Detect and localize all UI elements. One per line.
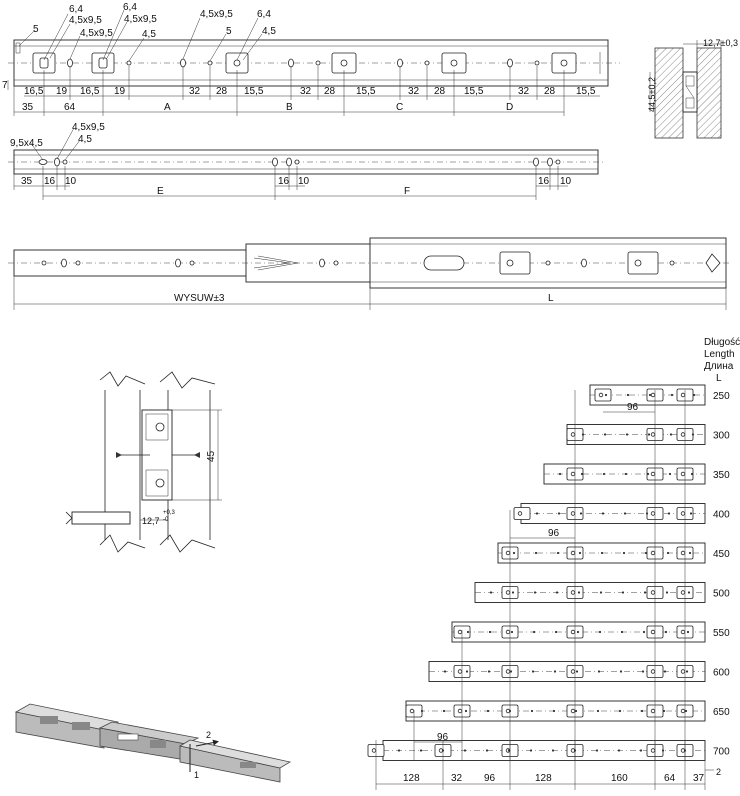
- rail-hole: [689, 552, 691, 554]
- rail-hole: [644, 591, 646, 593]
- rail-hole: [669, 473, 671, 475]
- mount-height-label: 45: [206, 450, 217, 462]
- rail-hole: [421, 710, 423, 712]
- bottom-dim-32: 32: [451, 773, 463, 784]
- rail-bracket-hole: [651, 591, 655, 595]
- rail-bracket-hole: [506, 670, 510, 674]
- rail-bracket-hole: [571, 670, 575, 674]
- rail-hole: [686, 670, 688, 672]
- dim-D: D: [506, 102, 514, 113]
- rail-hole: [668, 512, 670, 514]
- rail-hole: [663, 710, 665, 712]
- length-rails: [368, 385, 730, 761]
- rail-hole: [640, 749, 642, 751]
- bottom-dim-128-a: 128: [403, 773, 420, 784]
- cross-height-label: 44,5±0,2: [647, 77, 657, 112]
- rail-hole: [626, 433, 628, 435]
- rail-hole: [554, 670, 556, 672]
- rail-hole: [671, 394, 673, 396]
- rail-bracket-hole: [571, 591, 575, 595]
- rail-hole: [624, 512, 626, 514]
- rail-hole: [618, 749, 620, 751]
- rail-bracket-hole: [681, 512, 685, 516]
- rail-hole: [582, 433, 584, 435]
- dim-32-c: 32: [408, 86, 420, 97]
- rail-hole: [557, 552, 559, 554]
- rail-bracket-hole: [681, 630, 685, 634]
- rail-bracket-hole: [681, 670, 685, 674]
- label-d5-b: 5: [226, 26, 232, 37]
- dim-15-5-b: 15,5: [356, 86, 376, 97]
- dim-16-5-a: 16,5: [24, 86, 44, 97]
- rail-hole: [662, 749, 664, 751]
- rail-bracket-hole: [458, 630, 462, 634]
- bottom-dim-160: 160: [611, 773, 628, 784]
- rail-bracket-hole: [506, 551, 510, 555]
- rail-bracket-hole: [651, 433, 655, 437]
- rail-bracket-hole: [681, 709, 685, 713]
- rail-hole: [646, 512, 648, 514]
- dim-19-a: 19: [56, 86, 68, 97]
- dim-28-b: 28: [324, 86, 336, 97]
- wysuw-label: WYSUW±3: [174, 293, 225, 304]
- rail-hole: [512, 591, 514, 593]
- dim-15-5-a: 15,5: [244, 86, 264, 97]
- rail-hole: [577, 631, 579, 633]
- mid-dim-16-b: 16: [278, 176, 290, 187]
- length-table: [368, 337, 740, 790]
- rail-hole: [464, 749, 466, 751]
- mid-dim-16-a: 16: [44, 176, 56, 187]
- rail-hole: [625, 473, 627, 475]
- table-header-ru: Длина: [704, 361, 734, 372]
- rail-hole: [465, 710, 467, 712]
- dim-28-a: 28: [216, 86, 228, 97]
- length-label-600: 600: [713, 667, 730, 679]
- label-d45-a: 4,5: [142, 29, 156, 40]
- length-label-400: 400: [713, 509, 730, 521]
- rail-hole: [601, 552, 603, 554]
- mount-gap-label: 12,7: [142, 516, 160, 526]
- rail-bracket-hole: [651, 749, 655, 753]
- rail-bracket-hole: [506, 591, 510, 595]
- rail-hole: [532, 670, 534, 672]
- label-slot-d: 4,5x9,5: [200, 9, 233, 20]
- rail-bracket-hole: [651, 512, 655, 516]
- middle-rail-view: [8, 122, 605, 200]
- dim-32-a: 32: [189, 86, 201, 97]
- rail-hole: [580, 512, 582, 514]
- table-header-en: Length: [704, 349, 735, 360]
- rail-hole: [487, 710, 489, 712]
- rail-hole: [536, 512, 538, 514]
- mount-detail-view: [66, 372, 222, 552]
- dim-15-5-c: 15,5: [464, 86, 484, 97]
- rail-hole: [649, 394, 651, 396]
- rail-hole: [511, 631, 513, 633]
- rail-bracket-hole: [571, 709, 575, 713]
- rail-hole: [443, 710, 445, 712]
- rail-hole: [581, 473, 583, 475]
- rail-bracket-hole: [506, 630, 510, 634]
- bottom-dim-37: 37: [693, 773, 705, 784]
- rail-hole: [576, 670, 578, 672]
- rail-bracket-hole: [651, 630, 655, 634]
- rail-hole: [622, 591, 624, 593]
- label-d64-a: 6,4: [69, 4, 83, 15]
- rail-bracket-hole: [372, 749, 376, 753]
- rail-hole: [604, 433, 606, 435]
- rail-hole: [670, 433, 672, 435]
- length-label-300: 300: [713, 430, 730, 442]
- label-d5-a: 5: [33, 24, 39, 35]
- product-illustration: [16, 704, 290, 782]
- rail-hole: [687, 631, 689, 633]
- rail-hole: [693, 394, 695, 396]
- extension-view: [8, 238, 732, 310]
- rail-hole: [621, 631, 623, 633]
- rail-hole: [648, 433, 650, 435]
- dim-96-650: 96: [437, 732, 449, 743]
- table-header-pl: Długość: [704, 337, 740, 348]
- rail-hole: [513, 552, 515, 554]
- rail-hole: [559, 473, 561, 475]
- mid-dim-35: 35: [21, 176, 33, 187]
- rail-hole: [603, 473, 605, 475]
- rail-hole: [691, 473, 693, 475]
- rail-hole: [664, 670, 666, 672]
- rail-bracket-hole: [571, 630, 575, 634]
- rail-hole: [690, 512, 692, 514]
- rail-hole: [620, 670, 622, 672]
- rail-bracket-hole: [681, 591, 685, 595]
- rail-hole: [488, 670, 490, 672]
- mid-label-45: 4,5: [78, 134, 92, 145]
- bottom-dim-64: 64: [664, 773, 676, 784]
- rail-hole: [596, 749, 598, 751]
- rail-hole: [600, 591, 602, 593]
- rail-hole: [602, 512, 604, 514]
- rail-hole: [556, 591, 558, 593]
- dim-C: C: [396, 102, 404, 113]
- mid-dim-16-c: 16: [538, 176, 550, 187]
- rail-bracket-hole: [571, 472, 575, 476]
- rail-hole: [420, 749, 422, 751]
- length-label-350: 350: [713, 470, 730, 481]
- rail-hole: [692, 433, 694, 435]
- rail-hole: [642, 670, 644, 672]
- rail-bracket-hole: [410, 709, 414, 713]
- label-d64-b: 6,4: [123, 2, 137, 13]
- rail-hole: [599, 631, 601, 633]
- rail-hole: [555, 631, 557, 633]
- photo-arrow-2: 2: [206, 730, 212, 740]
- rail-bracket-hole: [651, 472, 655, 476]
- rail-hole: [552, 749, 554, 751]
- length-label-450: 450: [713, 549, 730, 560]
- rail-hole: [444, 670, 446, 672]
- mid-dim-10-c: 10: [560, 176, 572, 187]
- table-header-L: L: [716, 373, 722, 384]
- rail-bracket-hole: [651, 709, 655, 713]
- mid-dim-10-a: 10: [65, 176, 77, 187]
- rail-hole: [558, 512, 560, 514]
- rail-hole: [534, 591, 536, 593]
- dim-35: 35: [22, 102, 34, 113]
- dim-96-400: 96: [548, 528, 560, 539]
- rail-hole: [398, 749, 400, 751]
- length-L-label: L: [548, 293, 554, 304]
- dim-16-5-b: 16,5: [80, 86, 100, 97]
- rail-hole: [605, 394, 607, 396]
- mid-dim-F: F: [404, 186, 411, 197]
- length-label-550: 550: [713, 628, 730, 639]
- rail-hole: [466, 670, 468, 672]
- rail-bracket-hole: [651, 551, 655, 555]
- rail-bracket-hole: [518, 512, 522, 516]
- rail-hole: [598, 670, 600, 672]
- rail-hole: [535, 552, 537, 554]
- rail-hole: [647, 473, 649, 475]
- rail-hole: [627, 394, 629, 396]
- photo-arrow-1: 1: [194, 770, 200, 780]
- rail-hole: [645, 552, 647, 554]
- rail-bracket-hole: [571, 512, 575, 516]
- rail-hole: [623, 552, 625, 554]
- label-slot-a: 4,5x9,5: [69, 15, 102, 26]
- dim-32-d: 32: [518, 86, 530, 97]
- mount-gap-tol-upper: +0,3: [163, 510, 175, 516]
- rail-hole: [486, 749, 488, 751]
- rail-hole: [666, 591, 668, 593]
- rail-hole: [667, 552, 669, 554]
- length-label-700: 700: [713, 746, 730, 758]
- mid-label-45x95: 4,5x9,5: [72, 122, 105, 133]
- rail-hole: [533, 631, 535, 633]
- dim-19-b: 19: [114, 86, 126, 97]
- top-rail-view: [2, 2, 620, 116]
- rail-hole: [578, 591, 580, 593]
- mid-label-95x45: 9,5x4,5: [10, 138, 43, 149]
- rail-hole: [467, 631, 469, 633]
- label-slot-b: 4,5x9,5: [80, 28, 113, 39]
- label-slot-c: 4,5x9,5: [124, 14, 157, 25]
- dim-96-250: 96: [627, 402, 639, 413]
- length-label-250: 250: [713, 391, 730, 402]
- dim-64: 64: [64, 102, 76, 113]
- rail-hole: [579, 552, 581, 554]
- mid-dim-10-b: 10: [298, 176, 310, 187]
- label-d64-c: 6,4: [257, 9, 271, 20]
- dim-B: B: [286, 102, 293, 113]
- rail-hole: [641, 710, 643, 712]
- rail-hole: [489, 631, 491, 633]
- rail-hole: [490, 591, 492, 593]
- rail-bracket-hole: [651, 393, 655, 397]
- rail-hole: [553, 710, 555, 712]
- rail-bracket-hole: [571, 551, 575, 555]
- bottom-dim-128-b: 128: [535, 773, 552, 784]
- rail-bracket-hole: [651, 670, 655, 674]
- rail-bracket-hole: [681, 433, 685, 437]
- rail-bracket-hole: [681, 393, 685, 397]
- rail-bracket-hole: [681, 551, 685, 555]
- label-d45-b: 4,5: [262, 26, 276, 37]
- cross-section-view: [647, 38, 738, 138]
- rail-bracket-hole: [458, 709, 462, 713]
- dim-A: A: [164, 102, 171, 113]
- cross-width-label: 12,7±0,3: [703, 38, 738, 48]
- rail-bracket-hole: [571, 433, 575, 437]
- rail-hole: [531, 710, 533, 712]
- dim-28-d: 28: [544, 86, 556, 97]
- right-small-2: 2: [716, 767, 722, 777]
- rail-hole: [665, 631, 667, 633]
- rail-bracket-hole: [458, 670, 462, 674]
- rail-hole: [643, 631, 645, 633]
- length-label-650: 650: [713, 707, 730, 718]
- label-left-7: 7: [2, 80, 8, 91]
- rail-hole: [619, 710, 621, 712]
- bottom-dim-96: 96: [484, 773, 496, 784]
- length-label-500: 500: [713, 588, 730, 600]
- rail-hole: [530, 749, 532, 751]
- dim-32-b: 32: [300, 86, 312, 97]
- mid-dim-E: E: [157, 186, 164, 197]
- dim-15-5-d: 15,5: [576, 86, 596, 97]
- mount-gap-tol-lower: -0: [163, 517, 169, 523]
- dim-28-c: 28: [434, 86, 446, 97]
- rail-bracket-hole: [681, 472, 685, 476]
- rail-bracket-hole: [599, 393, 603, 397]
- rail-hole: [597, 710, 599, 712]
- rail-hole: [688, 591, 690, 593]
